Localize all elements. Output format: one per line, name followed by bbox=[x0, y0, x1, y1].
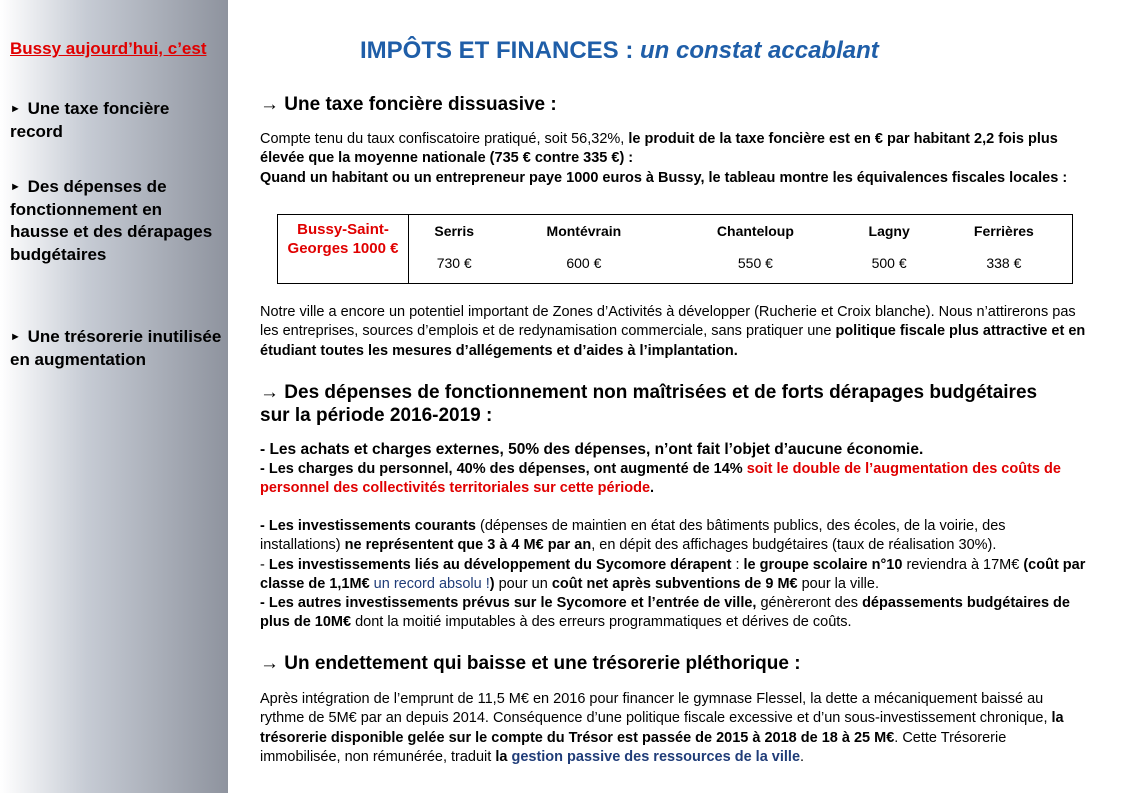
text-run: dépassements budgétaires de plus de 10M€ bbox=[260, 595, 1070, 631]
zones-paragraph bbox=[260, 303, 1086, 361]
text-run: : bbox=[731, 556, 744, 573]
text-run: - Les charges du personnel, 40% des dépenses, ont augmenté de 14% bbox=[260, 461, 747, 477]
city-name: Montévrain bbox=[546, 223, 622, 239]
city-value: 500 € bbox=[871, 255, 907, 271]
table-cell bbox=[499, 215, 668, 284]
text-run: coût net après subventions de 9 M€ bbox=[551, 575, 798, 592]
text-run: . Cette Trésorerie immobilisée, non rémunérée, traduit bbox=[260, 729, 1007, 765]
text-run: reviendra à 17M€ bbox=[902, 556, 1024, 573]
section-heading-endettement: → Un endettement qui baisse et une trésorerie pléthorique : bbox=[260, 653, 801, 674]
city-name: Ferrières bbox=[973, 223, 1034, 239]
table-cell bbox=[409, 215, 500, 284]
city-value: 338 € bbox=[986, 255, 1022, 271]
text-run: - Les investissements courants bbox=[260, 518, 476, 534]
investissements-paragraph bbox=[260, 517, 1086, 633]
triangle-bullet-icon: ► bbox=[10, 103, 21, 115]
text-run: génèreront des bbox=[756, 595, 863, 612]
text-run: Notre ville a encore un potentiel important de Zones d’Activités à développer (Rucherie et Croix blanche). Nous n’attirerons pas les entreprises, sources d’emplois et de redynamisation commerciale, sans pratiquer une bbox=[260, 304, 1076, 340]
text-run: gestion passive des ressources de la ville bbox=[511, 748, 801, 765]
text-run: Après intégration de l’emprunt de 11,5 M€ en 2016 pour financer le gymnase Flessel, la dette a mécaniquement baissé au rythme de 5M€ par an depuis 2014. Conséquence d’une politique fiscale excessive et d’un sous-investissement chronique, bbox=[260, 691, 1052, 727]
sidebar-item-label: Une taxe foncière record bbox=[10, 99, 170, 141]
sidebar-item-tresorerie bbox=[10, 326, 222, 371]
sidebar-item-depenses bbox=[10, 176, 222, 266]
text-run: ne représentent que 3 à 4 M€ par an bbox=[344, 537, 592, 554]
text-run: , en dépit des affichages budgétaires (taux de réalisation 30%). bbox=[591, 537, 997, 554]
text-run: Quand un habitant ou un entrepreneur paye 1000 euros à Bussy, le tableau montre les équivalences fiscales locales : bbox=[260, 169, 1068, 186]
tresorerie-paragraph bbox=[260, 690, 1086, 767]
achats-line: - Les achats et charges externes, 50% des dépenses, n’ont fait l’objet d’aucune économie. bbox=[260, 441, 924, 458]
text-run: politique fiscale plus attractive et en étudiant toutes les mesures d’allégements et d’aides à l’implantation. bbox=[260, 323, 1086, 359]
text-run: un record absolu ! bbox=[373, 575, 490, 592]
city-value: 730 € bbox=[436, 255, 472, 271]
text-run: (coût par classe de 1,1M€ bbox=[260, 556, 1086, 592]
sidebar-title: Bussy aujourd’hui, c’est bbox=[10, 39, 207, 58]
text-run: pour un bbox=[494, 575, 552, 592]
table-cell bbox=[936, 215, 1073, 284]
triangle-bullet-icon: ► bbox=[10, 331, 21, 343]
page-title bbox=[360, 37, 1020, 65]
equivalence-table bbox=[277, 214, 1073, 284]
text-run: la trésorerie disponible gelée sur le compte du Trésor est passée de 2015 à 2018 de 18 à 25 M€ bbox=[260, 710, 1064, 746]
sidebar-item-label: Des dépenses de fonctionnement en hausse et des dérapages budgétaires bbox=[10, 177, 213, 264]
table-cell bbox=[668, 215, 842, 284]
section-heading-taxe: → Une taxe foncière dissuasive : bbox=[260, 94, 557, 115]
text-run: Compte tenu du taux confiscatoire pratiqué, soit 56,32%, bbox=[260, 131, 629, 147]
city-value: 550 € bbox=[737, 255, 773, 271]
text-run: soit le double de l’augmentation des coûts de personnel des collectivités territoriales sur cette période bbox=[260, 461, 1061, 497]
text-run: pour la ville. bbox=[797, 575, 879, 592]
text-run: . bbox=[800, 748, 805, 765]
taxe-paragraph bbox=[260, 130, 1086, 188]
personnel-paragraph bbox=[260, 460, 1086, 499]
city-name: Lagny bbox=[868, 223, 910, 239]
text-run: - Les autres investissements prévus sur le Sycomore et l’entrée de ville, bbox=[260, 595, 757, 612]
text-run: - bbox=[260, 556, 269, 573]
text-run: la bbox=[495, 748, 512, 765]
text-run: le produit de la taxe foncière est en € par habitant 2,2 fois plus élevée que la moyenne nationale (735 € contre 335 €) : bbox=[260, 131, 1058, 167]
table-cell-bussy: Bussy-Saint-Georges 1000 € bbox=[278, 215, 409, 284]
triangle-bullet-icon: ► bbox=[10, 181, 21, 193]
sidebar-item-label: Une trésorerie inutilisée en augmentation bbox=[10, 327, 222, 369]
sidebar bbox=[0, 0, 228, 793]
city-name: Serris bbox=[434, 223, 475, 239]
table-cell bbox=[843, 215, 936, 284]
text-run: Les investissements liés au développement du Sycomore dérapent bbox=[268, 556, 732, 573]
text-run: le groupe scolaire n°10 bbox=[743, 556, 903, 573]
title-main: IMPÔTS ET FINANCES : bbox=[360, 37, 641, 64]
text-run: (dépenses de maintien en état des bâtiments publics, des écoles, de la voirie, des installations) bbox=[260, 518, 1006, 554]
title-subtitle: un constat accablant bbox=[640, 37, 879, 64]
text-run: dont la moitié imputables à des erreurs programmatiques et dérives de coûts. bbox=[351, 614, 852, 631]
sidebar-item-taxe bbox=[10, 98, 222, 143]
city-name: Chanteloup bbox=[716, 223, 794, 239]
section-heading-depenses: → Des dépenses de fonctionnement non maîtrisées et de forts dérapages budgétaires sur la période 2016-2019 : bbox=[260, 382, 1038, 426]
city-value: 600 € bbox=[566, 255, 602, 271]
text-run: . bbox=[650, 480, 655, 497]
text-run: ) bbox=[489, 575, 495, 592]
